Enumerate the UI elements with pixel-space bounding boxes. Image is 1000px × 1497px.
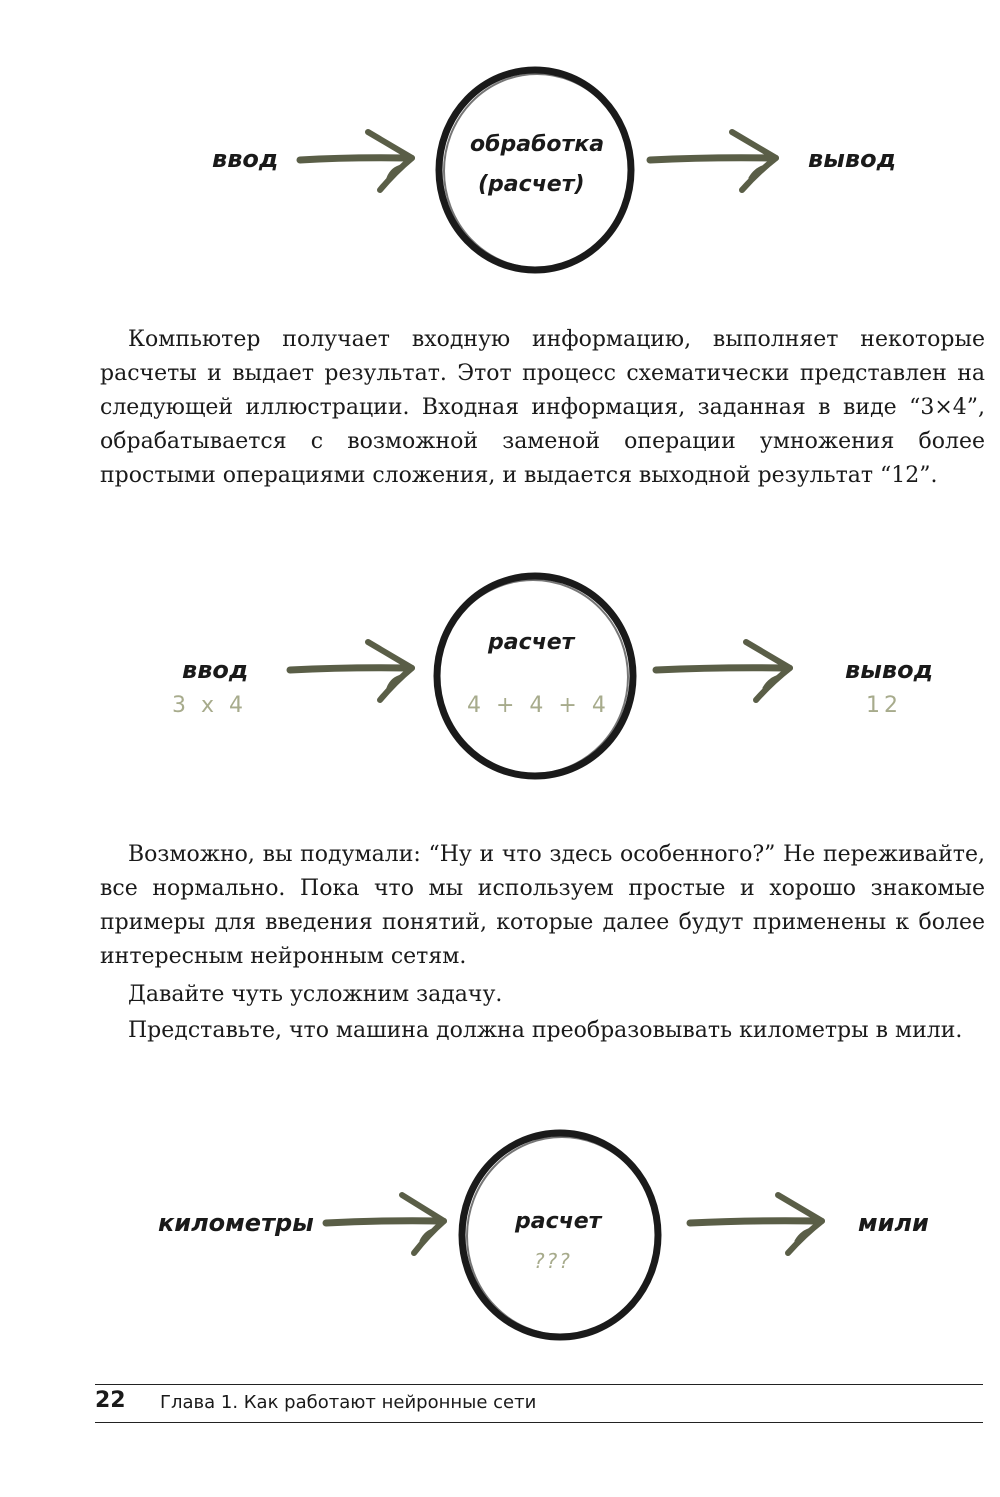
- input-value: 3 x 4: [172, 693, 247, 718]
- diagram-processing: [0, 60, 1000, 290]
- calc-circle: [437, 576, 633, 776]
- output-arrow: [650, 132, 776, 190]
- input-label: километры: [158, 1209, 314, 1237]
- output-label: вывод: [845, 656, 933, 684]
- diagram-km-miles: [0, 1125, 1000, 1355]
- output-arrow: [690, 1195, 822, 1253]
- diagram-km-miles-graphic: [0, 1125, 1000, 1355]
- chapter-title: Глава 1. Как работают нейронные сети: [160, 1392, 537, 1413]
- input-arrow: [290, 642, 412, 700]
- output-label: мили: [858, 1209, 929, 1237]
- paragraph-km-to-miles: Представьте, что машина должна преобразовывать километры в мили.: [128, 1018, 963, 1043]
- paragraph-dont-worry: Возможно, вы подумали: “Ну и что здесь особенного?” Не переживайте, все нормально. Пока что мы используем простые и хорошо знакомые примеры для введения понятий, которые далее будут применены к более интересным нейронным сетям.: [100, 842, 985, 969]
- paragraph-complicate: Давайте чуть усложним задачу.: [128, 982, 503, 1007]
- calc-value: 4 + 4 + 4: [467, 693, 610, 718]
- output-arrow: [656, 642, 790, 700]
- process-label: обработка: [470, 132, 605, 157]
- calc-value: ???: [534, 1249, 572, 1273]
- page-number: 22: [95, 1388, 126, 1413]
- footer-bottom-rule: [95, 1422, 983, 1423]
- calc-circle: [462, 1133, 658, 1337]
- paragraph-computer-process: Компьютер получает входную информацию, выполняет некоторые расчеты и выдает результат. Этот процесс схематически представлен на следующей иллюстрации. Входная информация, заданная в виде “3×4”, обрабатывается с возможной заменой операции умножения более простыми операциями сложения, и выдается выходной результат “12”.: [100, 327, 985, 488]
- calc-label: расчет: [515, 1209, 602, 1234]
- input-arrow: [326, 1195, 444, 1253]
- footer-top-rule: [95, 1384, 983, 1385]
- input-label: ввод: [212, 145, 279, 173]
- process-sublabel: (расчет): [478, 172, 585, 197]
- calc-label: расчет: [488, 630, 575, 655]
- input-arrow: [300, 132, 412, 190]
- process-circle: [439, 70, 631, 270]
- output-label: вывод: [808, 145, 896, 173]
- output-value: 12: [866, 693, 902, 718]
- diagram-multiplication: [0, 568, 1000, 798]
- input-label: ввод: [182, 656, 249, 684]
